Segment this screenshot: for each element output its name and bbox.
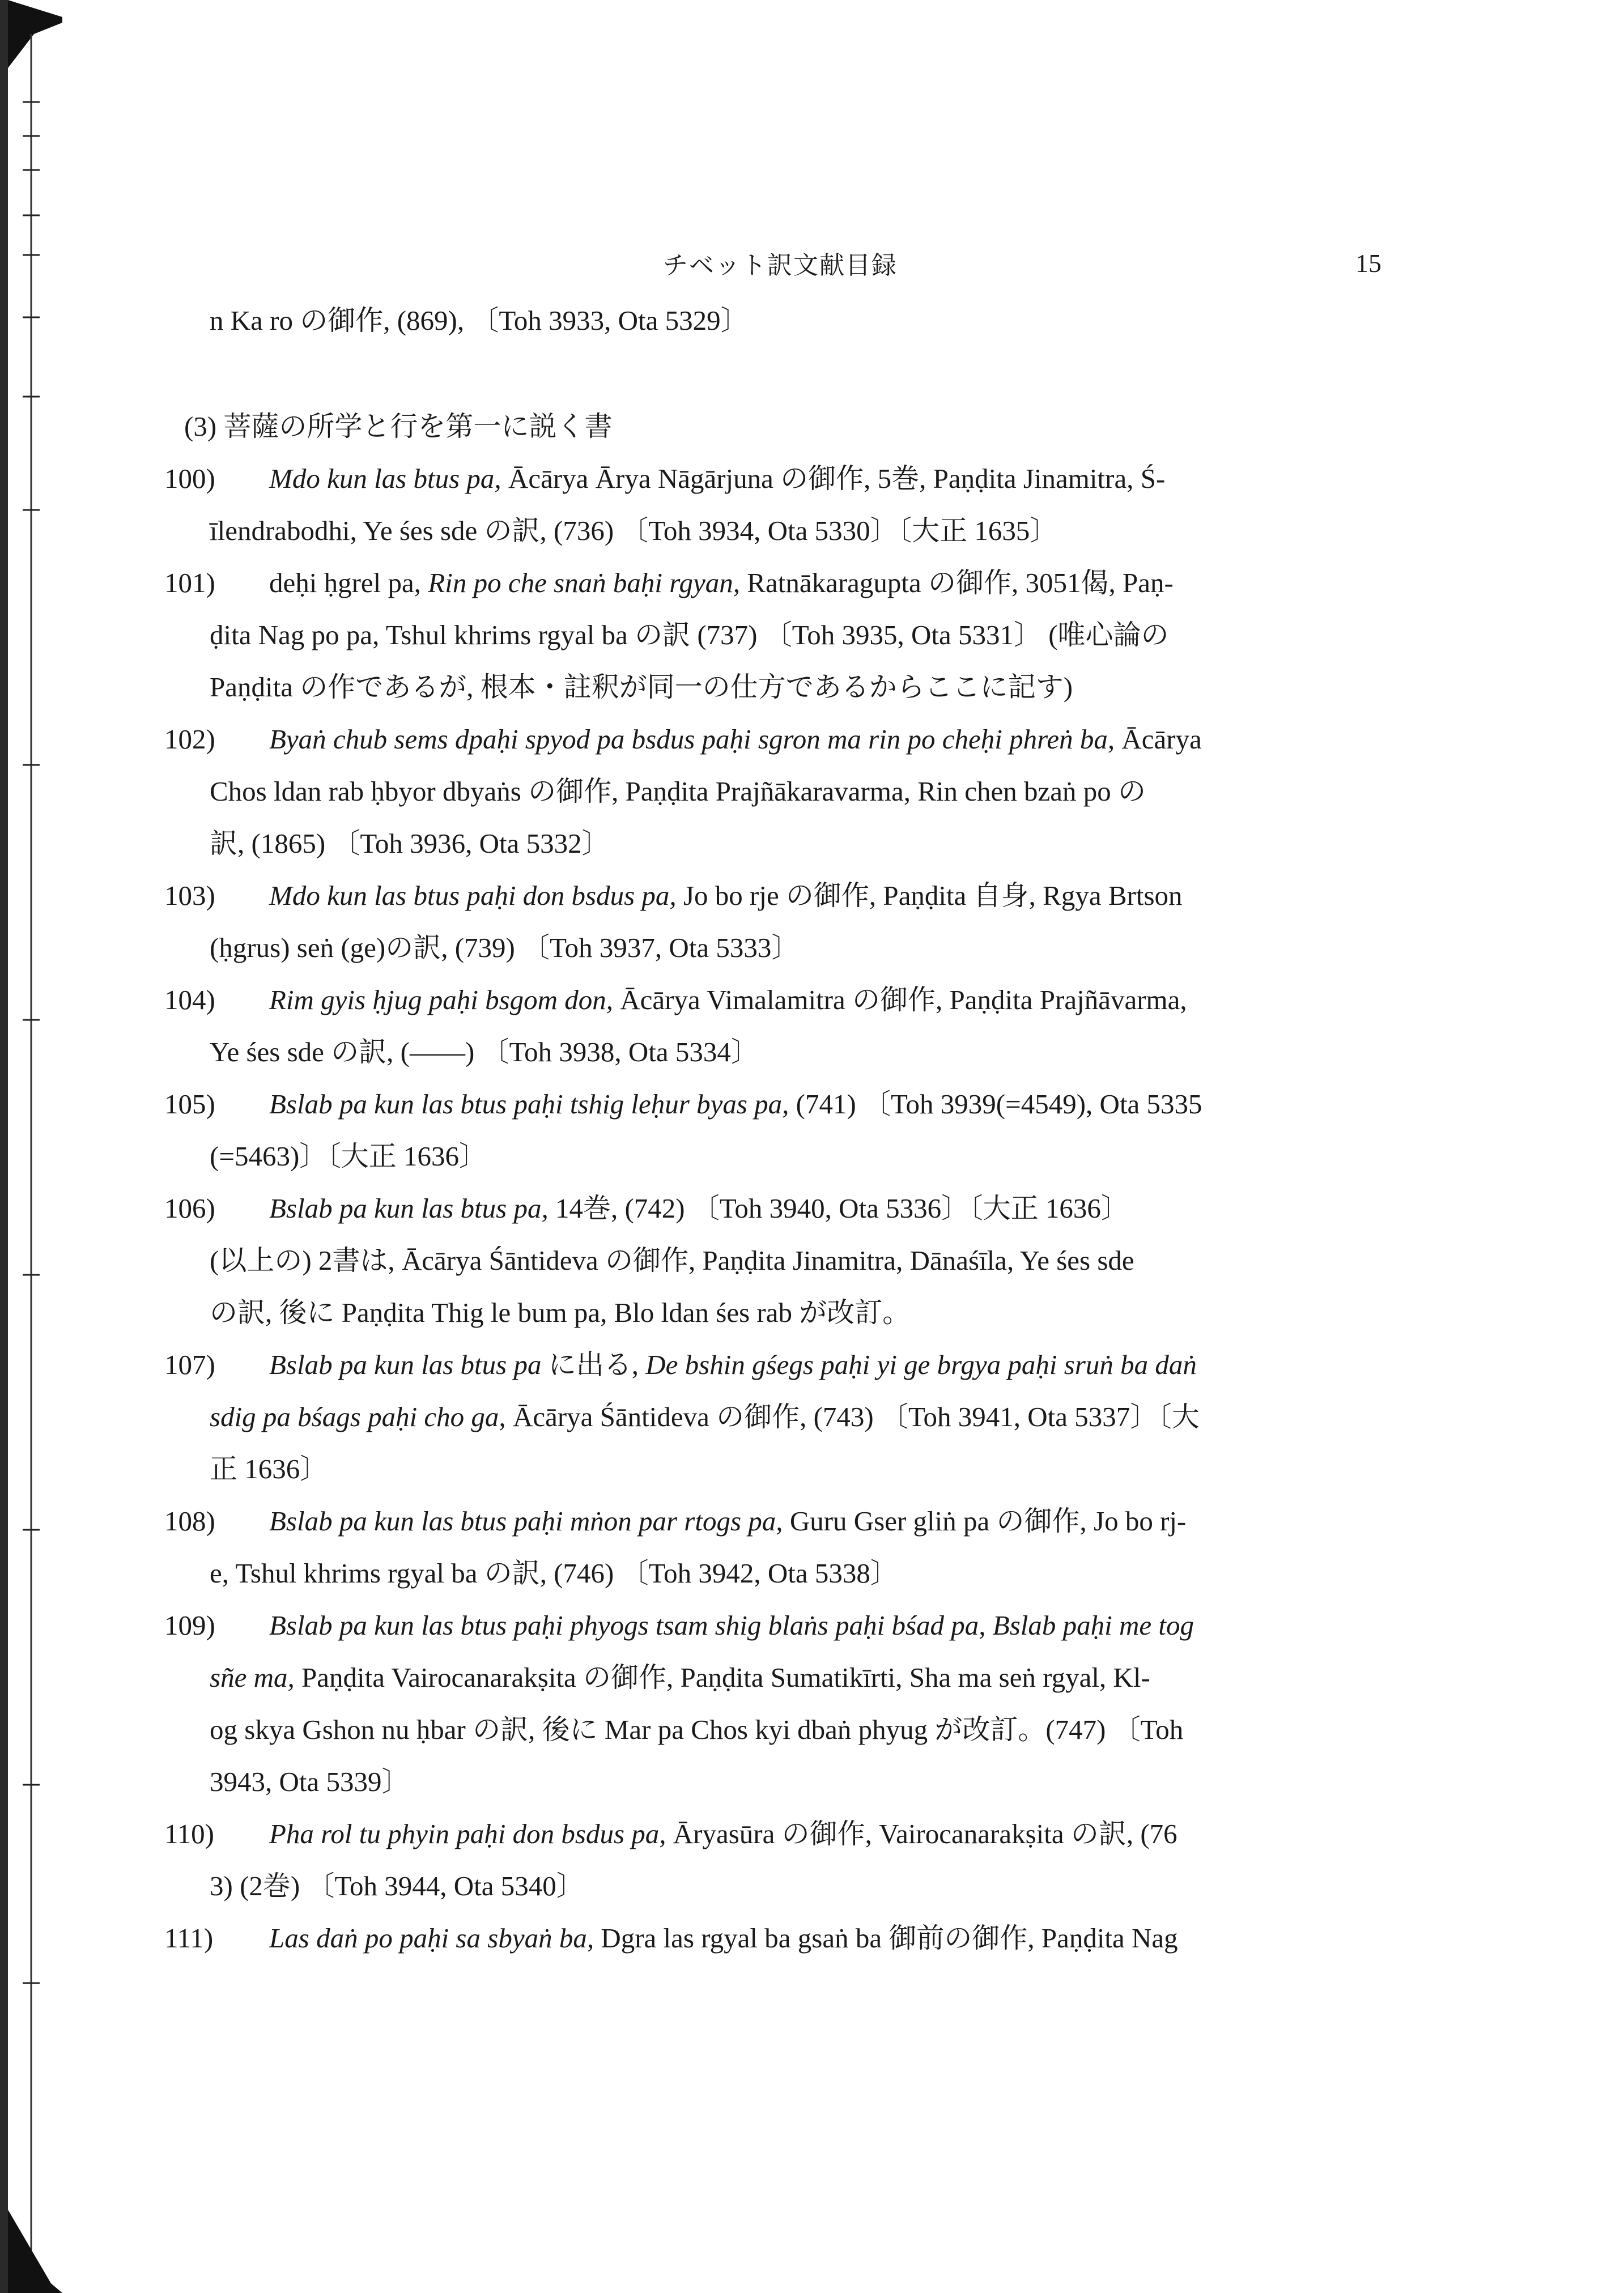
entry-number: 110) [164,1818,214,1849]
entry-title: Rin po che snaṅ baḥi rgyan, [428,567,741,598]
entry-title: Bslab pa kun las btus paḥi tshig leḥur byas pa, [269,1088,789,1120]
entry-title: Las daṅ po paḥi sa sbyaṅ ba, [269,1922,594,1954]
entry-title: Mdo kun las btus pa, [269,463,501,494]
entry-105-cont: (=5463)〕〔大正 1636〕 [210,1141,487,1172]
entry-110-cont: 3) (2巻) 〔Toh 3944, Ota 5340〕 [210,1870,584,1901]
binding-edge [0,0,62,2293]
entry-102-cont: Chos ldan rab ḥbyor dbyaṅs の御作, Paṇḍita Prajñākaravarma, Rin chen bzaṅ po の [210,776,1146,807]
entry-100: 100) Mdo kun las btus pa, Ācārya Ārya Nāgārjuna の御作, 5巻, Paṇḍita Jinamitra, Ś- [164,453,1383,505]
entry-title: Rim gyis ḥjug paḥi bsgom don, [269,984,614,1015]
entry-title: Pha rol tu phyin paḥi don bsdus pa, [269,1818,666,1849]
entry-106: 106) Bslab pa kun las btus pa, 14巻, (742) 〔Toh 3940, Ota 5336〕〔大正 1636〕 [164,1182,1383,1235]
entry-title: Bslab pa kun las btus pa [269,1349,542,1380]
entry-107-cont: sdig pa bśags paḥi cho ga, Ācārya Śāntideva の御作, (743) 〔Toh 3941, Ota 5337〕〔大 [210,1401,1200,1432]
entry-111: 111) Las daṅ po paḥi sa sbyaṅ ba, Dgra las rgyal ba gsaṅ ba 御前の御作, Paṇḍita Nag [164,1912,1383,1964]
entry-number: 101) [164,567,215,598]
entry-101: 101) deḥi ḥgrel pa, Rin po che snaṅ baḥi rgyan, Ratnākaragupta の御作, 3051偈, Paṇ- [164,557,1383,609]
running-title: チベット訳文献目録 [663,252,898,279]
entry-106-cont: の訳, 後に Paṇḍita Thig le bum pa, Blo ldan śes rab が改訂。 [210,1297,911,1328]
section-heading: (3) 菩薩の所学と行を第一に説く書 [184,411,613,442]
entry-title: Bslab pa kun las btus paḥi phyogs tsam shig blaṅs paḥi bśad pa, Bslab paḥi me tog [269,1610,1194,1641]
entry-101-cont: Paṇḍita の作であるが, 根本・註釈が同一の仕方であるからここに記す) [210,671,1073,703]
entry-108: 108) Bslab pa kun las btus paḥi mṅon par rtogs pa, Guru Gser gliṅ pa の御作, Jo bo rj- [164,1495,1383,1547]
entry-104-cont: Ye śes sde の訳, (——) 〔Toh 3938, Ota 5334〕 [210,1036,759,1067]
entry-number: 107) [164,1349,215,1380]
entry-107-cont: 正 1636〕 [210,1453,328,1484]
entry-109-cont: sñe ma, Paṇḍita Vairocanarakṣita の御作, Paṇḍita Sumatikīrti, Sha ma seṅ rgyal, Kl- [210,1662,1150,1693]
entry-100-cont: īlendrabodhi, Ye śes sde の訳, (736) 〔Toh 3934, Ota 5330〕〔大正 1635〕 [210,515,1058,546]
continuation-line: n Ka ro の御作, (869), 〔Toh 3933, Ota 5329〕 [210,305,749,336]
entry-number: 106) [164,1193,215,1224]
entry-number: 105) [164,1088,215,1120]
entry-number: 108) [164,1505,215,1537]
page-number: 15 [1355,249,1381,278]
entry-103: 103) Mdo kun las btus paḥi don bsdus pa, Jo bo rje の御作, Paṇḍita 自身, Rgya Brtson [164,870,1383,922]
entry-105: 105) Bslab pa kun las btus paḥi tshig leḥur byas pa, (741) 〔Toh 3939(=4549), Ota 5335 [164,1078,1383,1130]
entry-109 [164,1599,1383,1652]
entry-108-cont: e, Tshul khrims rgyal ba の訳, (746) 〔Toh 3942, Ota 5338〕 [210,1558,898,1589]
entry-104: 104) Rim gyis ḥjug paḥi bsgom don, Ācārya Vimalamitra の御作, Paṇḍita Prajñāvarma, [164,974,1383,1026]
entry-number: 102) [164,724,215,755]
entry-title: Mdo kun las btus paḥi don bsdus pa, [269,880,677,911]
entry-103-cont: (ḥgrus) seṅ (ge)の訳, (739) 〔Toh 3937, Ota 5333〕 [210,932,800,963]
entry-number: 111) [164,1922,214,1954]
entry-109-cont: og skya Gshon nu ḥbar の訳, 後に Mar pa Chos kyi dbaṅ phyug が改訂。(747) 〔Toh [210,1714,1184,1745]
entry-102-cont: 訳, (1865) 〔Toh 3936, Ota 5332〕 [210,828,610,859]
entry-number: 104) [164,984,215,1015]
bibliography-body [164,295,1383,1964]
entry-title: Bslab pa kun las btus pa, [269,1193,549,1224]
entry-number: 109) [164,1610,215,1641]
entry-title: Byaṅ chub sems dpaḥi spyod pa bsdus paḥi sgron ma rin po cheḥi phreṅ ba, [269,724,1115,755]
entry-title: De bshin gśegs paḥi yi ge brgya paḥi sruṅ ba daṅ [645,1349,1197,1380]
entry-106-cont: (以上の) 2書は, Ācārya Śāntideva の御作, Paṇḍita Jinamitra, Dānaśīla, Ye śes sde [210,1245,1134,1276]
entry-110: 110) Pha rol tu phyin paḥi don bsdus pa, Āryasūra の御作, Vairocanarakṣita の訳, (76 [164,1808,1383,1860]
entry-number: 103) [164,880,215,911]
entry-109-cont: 3943, Ota 5339〕 [210,1766,410,1797]
entry-number: 100) [164,463,215,494]
entry-101-cont: ḍita Nag po pa, Tshul khrims rgyal ba の訳 (737) 〔Toh 3935, Ota 5331〕 (唯心論の [210,619,1169,650]
entry-102: 102) Byaṅ chub sems dpaḥi spyod pa bsdus paḥi sgron ma rin po cheḥi phreṅ ba, Ācārya [164,713,1383,765]
entry-title: Bslab pa kun las btus paḥi mṅon par rtogs pa, [269,1505,783,1537]
entry-107: 107) Bslab pa kun las btus pa に出る, De bshin gśegs paḥi yi ge brgya paḥi sruṅ ba daṅ [164,1339,1383,1391]
